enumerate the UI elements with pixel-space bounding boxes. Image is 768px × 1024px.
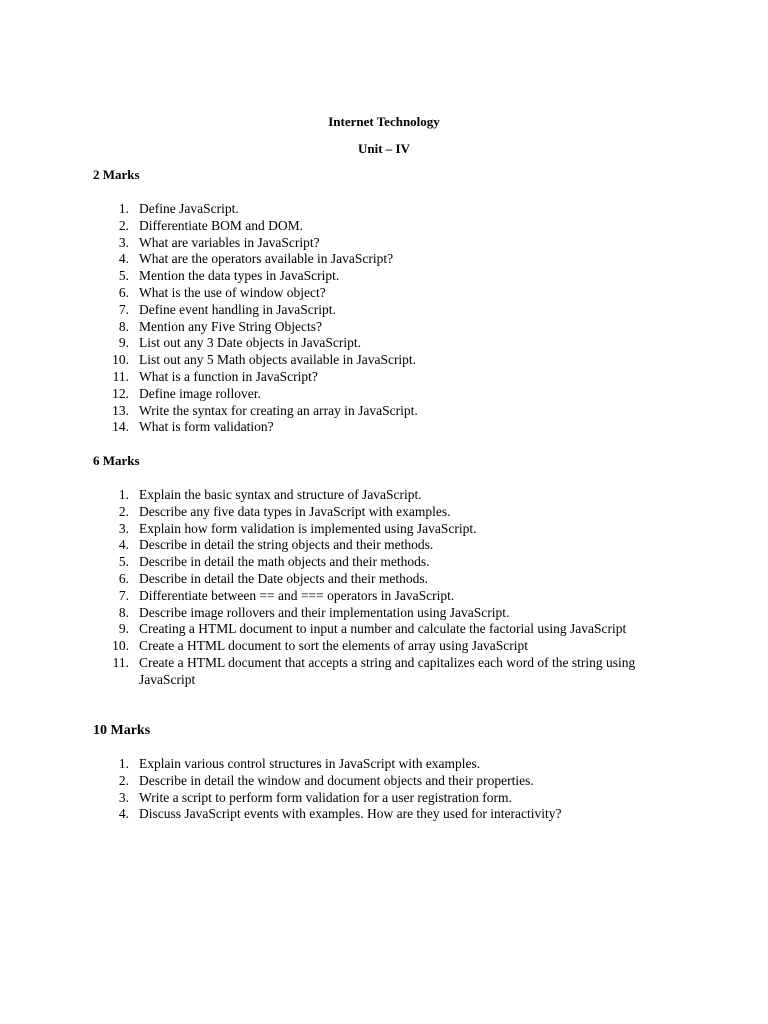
question-text: Differentiate between == and === operators in JavaScript. <box>139 587 455 603</box>
question-item <box>0 302 768 319</box>
question-text: Differentiate BOM and DOM. <box>139 217 303 233</box>
section-heading-10-marks: 10 Marks <box>93 723 151 738</box>
question-list-2-marks <box>0 201 768 436</box>
question-text: Explain various control structures in JavaScript with examples. <box>139 756 481 771</box>
question-item <box>0 537 768 554</box>
question-number: 7. <box>118 587 129 603</box>
question-text: What is a function in JavaScript? <box>139 368 318 384</box>
question-text: What are the operators available in JavaScript? <box>139 251 394 267</box>
question-text: Write a script to perform form validation for a user registration form. <box>139 789 512 805</box>
question-number: 3. <box>118 789 129 805</box>
question-text: Mention the data types in JavaScript. <box>139 268 340 284</box>
question-item <box>0 218 768 235</box>
question-number: 6. <box>118 570 129 586</box>
question-text: Explain how form validation is implemented using JavaScript. <box>139 520 477 536</box>
question-item <box>0 285 768 302</box>
question-item <box>0 386 768 403</box>
question-item <box>0 352 768 369</box>
question-item <box>0 251 768 268</box>
question-number: 5. <box>118 554 129 570</box>
question-text: Describe in detail the math objects and their methods. <box>139 554 430 570</box>
question-text: Define JavaScript. <box>139 201 239 216</box>
question-text: Describe in detail the string objects and their methods. <box>139 537 434 553</box>
question-item <box>0 806 768 823</box>
question-number: 1. <box>118 756 129 771</box>
question-number: 6. <box>118 284 129 300</box>
question-item <box>0 773 768 790</box>
question-text: Describe in detail the Date objects and their methods. <box>139 570 429 586</box>
question-item <box>0 638 768 655</box>
question-number: 1. <box>118 487 129 502</box>
question-item <box>0 554 768 571</box>
question-number: 3. <box>118 234 129 250</box>
question-text: Describe in detail the window and document objects and their properties. <box>139 772 534 788</box>
question-text: Discuss JavaScript events with examples. How are they used for interactivity? <box>139 806 562 822</box>
question-number: 10. <box>112 352 129 368</box>
question-text: Define image rollover. <box>139 385 261 401</box>
question-number: 9. <box>118 335 129 351</box>
section-heading-2-marks: 2 Marks <box>93 167 140 182</box>
question-item <box>0 588 768 605</box>
question-item <box>0 621 768 638</box>
question-text: Describe image rollovers and their implementation using JavaScript. <box>139 604 510 620</box>
question-number: 8. <box>118 318 129 334</box>
question-number: 3. <box>118 520 129 536</box>
question-item <box>0 319 768 336</box>
question-number: 2. <box>118 503 129 519</box>
question-number: 10. <box>112 638 129 654</box>
question-list-6-marks <box>0 487 768 689</box>
question-text: What are variables in JavaScript? <box>139 234 320 250</box>
question-item <box>0 504 768 521</box>
question-text: Mention any Five String Objects? <box>139 318 322 334</box>
question-number: 9. <box>118 621 129 637</box>
question-item <box>0 369 768 386</box>
question-number: 2. <box>118 217 129 233</box>
question-number: 4. <box>118 806 129 822</box>
question-text: Create a HTML document that accepts a string and capitalizes each word of the string using JavaScript <box>139 654 636 687</box>
question-list-10-marks <box>0 756 768 823</box>
question-item <box>0 403 768 420</box>
question-item <box>0 655 768 689</box>
question-text: Creating a HTML document to input a number and calculate the factorial using JavaScript <box>139 621 627 637</box>
question-item <box>0 201 768 218</box>
unit-title: Unit – IV <box>357 141 410 156</box>
question-item <box>0 790 768 807</box>
question-number: 14. <box>112 419 129 435</box>
question-item <box>0 235 768 252</box>
question-item <box>0 268 768 285</box>
question-item <box>0 756 768 773</box>
question-number: 4. <box>118 251 129 267</box>
question-text: What is form validation? <box>139 419 274 435</box>
question-item <box>0 521 768 538</box>
question-number: 13. <box>112 402 129 418</box>
question-number: 11. <box>112 654 129 670</box>
question-text: Create a HTML document to sort the elements of array using JavaScript <box>139 638 529 654</box>
question-text: Describe any five data types in JavaScript with examples. <box>139 503 451 519</box>
question-text: Define event handling in JavaScript. <box>139 301 336 317</box>
question-number: 11. <box>112 368 129 384</box>
question-item <box>0 605 768 622</box>
question-text: Explain the basic syntax and structure of JavaScript. <box>139 487 422 502</box>
question-number: 7. <box>118 301 129 317</box>
question-number: 2. <box>118 772 129 788</box>
question-item <box>0 487 768 504</box>
document-title: Internet Technology <box>328 114 440 129</box>
question-text: List out any 3 Date objects in JavaScript. <box>139 335 361 351</box>
question-number: 8. <box>118 604 129 620</box>
question-text: Write the syntax for creating an array in JavaScript. <box>139 402 418 418</box>
question-item <box>0 335 768 352</box>
question-text: List out any 5 Math objects available in JavaScript. <box>139 352 417 368</box>
question-item <box>0 571 768 588</box>
section-heading-6-marks: 6 Marks <box>93 453 140 468</box>
question-number: 5. <box>118 268 129 284</box>
question-number: 4. <box>118 537 129 553</box>
question-item <box>0 419 768 436</box>
question-text: What is the use of window object? <box>139 284 326 300</box>
question-number: 1. <box>118 201 129 216</box>
question-number: 12. <box>112 385 129 401</box>
